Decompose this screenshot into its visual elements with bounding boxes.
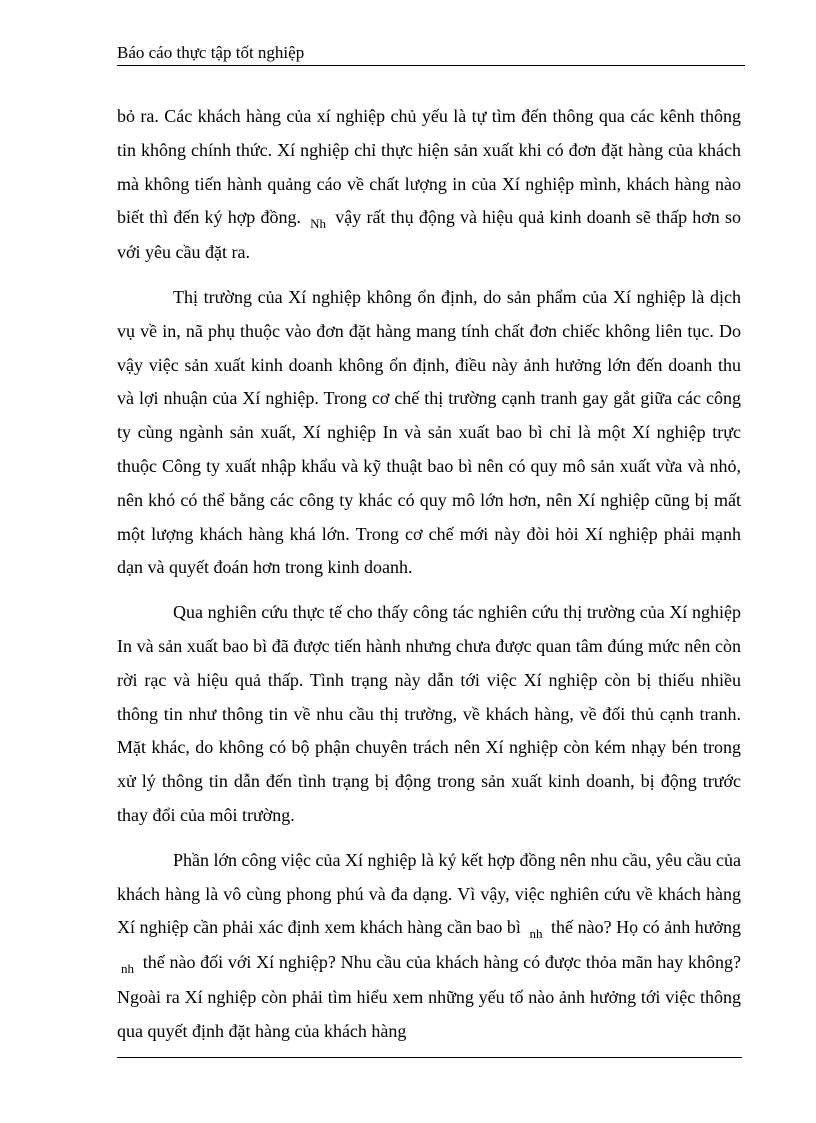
paragraph-1-text-a: bỏ ra. Các khách hàng của xí nghiệp chủ yếu là tự tìm đến thông qua các kênh thông tin không chính thức. Xí nghiệp chỉ thực hiện sản xuất khi có đơn đặt hàng của khách mà không tiến hành quảng cáo về chất lượng in của Xí nghiệp mình, khách hàng nào biết thì đến ký hợp đồng.	[117, 106, 741, 228]
footer-rule	[117, 1057, 742, 1058]
paragraph-4-text-a: Phần lớn công việc của Xí nghiệp là ký kết hợp đồng nên nhu cầu, yêu cầu của khách hàng là vô cùng phong phú và đa dạng. Vì vậy, việc nghiên cứu về khách hàng Xí nghiệp cần phải xác định xem khách hàng cần bao bì	[117, 849, 741, 938]
paragraph-3: Qua nghiên cứu thực tế cho thấy công tác nghiên cứu thị trường của Xí nghiệp In và sản xuất bao bì đã được tiến hành nhưng chưa được quan tâm đúng mức nên còn rời rạc và hiệu quả thấp. Tình trạng này dẫn tới việc Xí nghiệp còn bị thiếu nhiều thông tin như thông tin về nhu cầu thị trường, về khách hàng, về đối thủ cạnh tranh. Mặt khác, do không có bộ phận chuyên trách nên Xí nghiệp còn kém nhạy bén trong xử lý thông tin dẫn đến tình trạng bị động trong sản xuất kinh doanh, bị động trước thay đổi của môi trường.	[117, 602, 741, 825]
paragraph-4-text-b: thế nào? Họ có ảnh hưởng	[551, 917, 742, 938]
paragraph-1-text-b: vậy rất thụ động và hiệu quả kinh doanh sẽ thấp hơn so với yêu cầu đặt ra.	[117, 207, 742, 263]
paragraph-4	[117, 844, 741, 1049]
paragraph-2: Thị trường của Xí nghiệp không ổn định, do sản phẩm của Xí nghiệp là dịch vụ về in, nã phụ thuộc vào đơn đặt hàng mang tính chất đơn chiếc không liên tục. Do vậy việc sản xuất kinh doanh không ổn định, điều này ảnh hưởng lớn đến doanh thu và lợi nhuận của Xí nghiệp. Trong cơ chế thị trường cạnh tranh gay gắt giữa các công ty cùng ngành sản xuất, Xí nghiệp In và sản xuất bao bì chỉ là một Xí nghiệp trực thuộc Công ty xuất nhập khẩu và kỹ thuật bao bì nên có quy mô sản xuất vừa và nhỏ, nên khó có thể bằng các công ty khác có quy mô lớn hơn, nên Xí nghiệp cũng bị mất một lượng khách hàng khá lớn. Trong cơ chế mới này đòi hỏi Xí nghiệp phải mạnh dạn và quyết đoán hơn trong kinh doanh.	[117, 286, 741, 578]
paragraph-1	[117, 100, 741, 270]
page-header: Báo cáo thực tập tốt nghiệp	[117, 43, 305, 62]
header-rule	[117, 65, 745, 66]
document-body	[117, 100, 741, 1060]
paragraph-1-subscript: Nh	[310, 216, 327, 232]
paragraph-4-subscript-2: nh	[121, 961, 134, 977]
paragraph-4-text-c: thế nào đối với Xí nghiệp? Nhu cầu của khách hàng có được thỏa mãn hay không? Ngoài ra Xí nghiệp còn phải tìm hiểu xem những yếu tố nào ảnh hưởng tới việc thông qua quyết định đặt hàng của khách hàng	[117, 952, 741, 1041]
paragraph-4-subscript-1: nh	[529, 926, 543, 942]
